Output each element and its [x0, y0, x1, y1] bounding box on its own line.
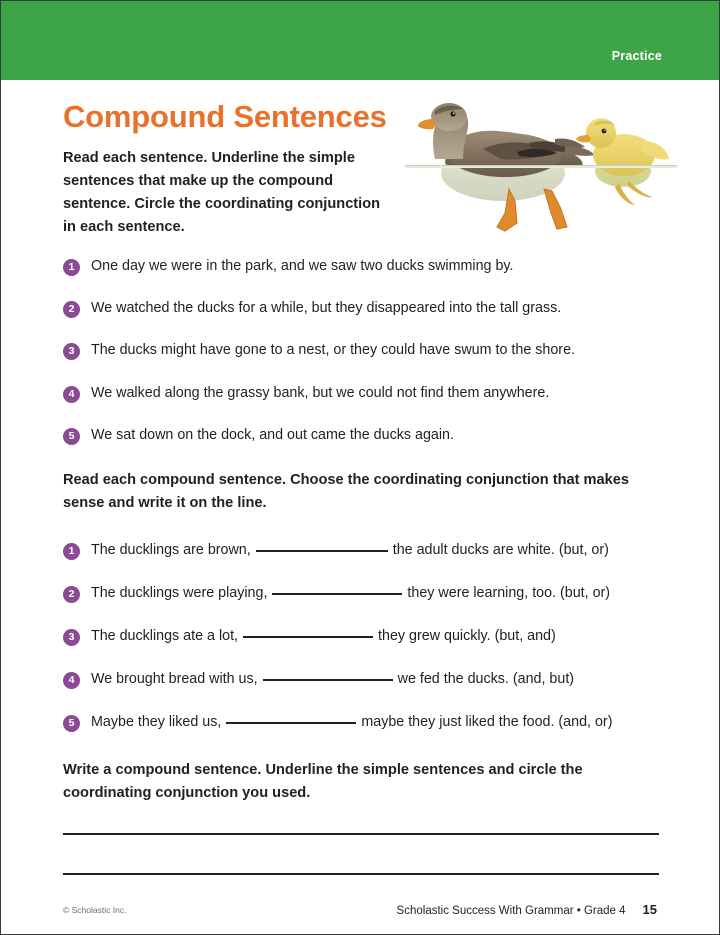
- answer-blank[interactable]: [272, 593, 402, 595]
- clause-after: the adult ducks are white. (but, or): [392, 542, 609, 558]
- clause-before: The ducklings are brown,: [91, 542, 251, 558]
- item-text: One day we were in the park, and we saw two ducks swimming by.: [91, 258, 514, 274]
- answer-blank[interactable]: [226, 722, 356, 724]
- footer: [397, 902, 657, 917]
- list-item: [63, 384, 663, 403]
- page-number: 15: [642, 902, 657, 917]
- item-number-badge: 2: [63, 301, 80, 318]
- item-number-badge: 2: [63, 586, 80, 603]
- fill-in-item: [63, 584, 663, 603]
- answer-blank[interactable]: [263, 679, 393, 681]
- item-number-badge: 3: [63, 629, 80, 646]
- clause-after: we fed the ducks. (and, but): [397, 671, 575, 687]
- item-number-badge: 4: [63, 672, 80, 689]
- section3-instructions: Write a compound sentence. Underline the simple sentences and circle the coordinating conjunction you used.: [63, 762, 583, 801]
- item-text: [91, 670, 574, 689]
- item-number-badge: 1: [63, 543, 80, 560]
- item-number-badge: 5: [63, 715, 80, 732]
- item-text: [91, 713, 612, 732]
- list-item: [63, 257, 663, 276]
- book-credit: Scholastic Success With Grammar • Grade 4: [396, 905, 626, 917]
- item-text: We watched the ducks for a while, but they disappeared into the tall grass.: [91, 300, 562, 316]
- item-number-badge: 4: [63, 386, 80, 403]
- item-text: We sat down on the dock, and out came the ducks again.: [91, 427, 454, 443]
- item-number-badge: 3: [63, 343, 80, 360]
- answer-blank[interactable]: [256, 550, 388, 552]
- fill-in-item: [63, 670, 663, 689]
- section2-instructions: Read each compound sentence. Choose the coordinating conjunction that makes sense and write it on the line.: [63, 472, 629, 511]
- fill-in-item: [63, 627, 663, 646]
- list-item: [63, 426, 663, 445]
- fill-in-item: [63, 713, 663, 732]
- item-text: [91, 541, 609, 560]
- writing-line[interactable]: [63, 873, 659, 875]
- page-title: Compound Sentences: [63, 99, 387, 134]
- item-number-badge: 1: [63, 259, 80, 276]
- clause-after: maybe they just liked the food. (and, or): [361, 714, 613, 730]
- item-text: [91, 584, 610, 603]
- section1-instructions: Read each sentence. Underline the simple sentences that make up the compound sentence. Circle the coordinating conjunction in each sentence.: [63, 150, 381, 235]
- writing-line[interactable]: [63, 833, 659, 835]
- list-item: [63, 299, 663, 318]
- clause-before: Maybe they liked us,: [91, 714, 222, 730]
- item-text: We walked along the grassy bank, but we could not find them anywhere.: [91, 385, 550, 401]
- clause-before: The ducklings were playing,: [91, 585, 268, 601]
- fill-in-item: [63, 541, 663, 560]
- header-bar: [1, 1, 720, 80]
- clause-after: they were learning, too. (but, or): [407, 585, 611, 601]
- answer-blank[interactable]: [243, 636, 373, 638]
- duck-and-duckling-photo: [405, 97, 677, 245]
- clause-after: they grew quickly. (but, and): [378, 628, 556, 644]
- copyright-notice: © Scholastic Inc.: [63, 905, 127, 915]
- clause-before: We brought bread with us,: [91, 671, 258, 687]
- item-text: The ducks might have gone to a nest, or they could have swum to the shore.: [91, 342, 575, 358]
- header-label: Practice: [611, 49, 662, 63]
- list-item: [63, 341, 663, 360]
- clause-before: The ducklings ate a lot,: [91, 628, 239, 644]
- item-number-badge: 5: [63, 428, 80, 445]
- item-text: [91, 627, 556, 646]
